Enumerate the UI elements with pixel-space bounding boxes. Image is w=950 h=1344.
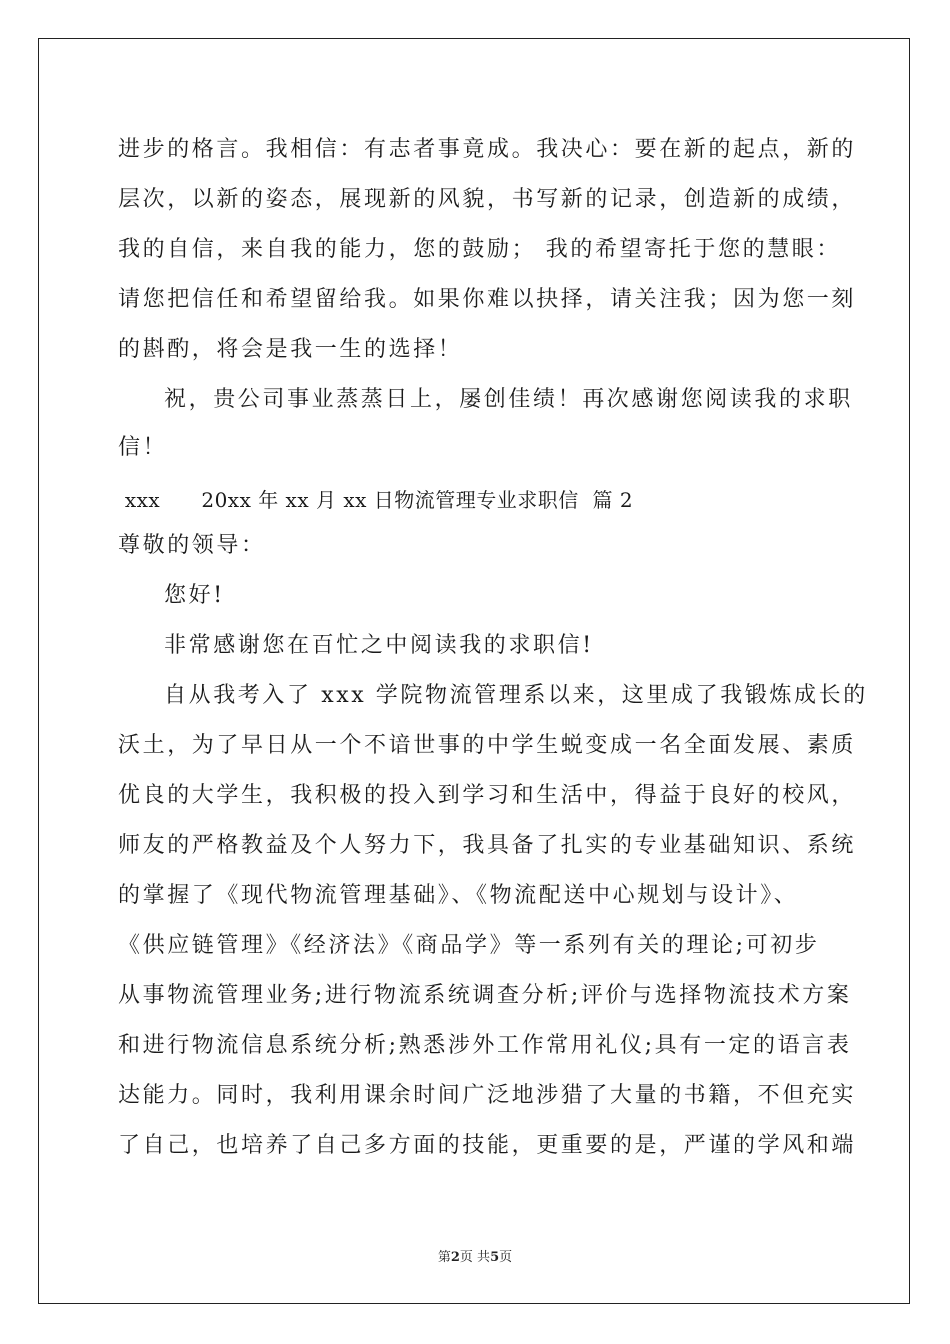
body-line: 《供应链管理》《经济法》《商品学》等一系列有关的理论;可初步 [118,933,820,958]
body-line: 的斟酌，将会是我一生的选择！ [118,337,463,362]
page-footer [0,1246,950,1265]
body-line: 的掌握了《现代物流管理基础》、《物流配送中心规划与设计》、 [118,883,799,908]
footer-suffix: 页 [499,1250,513,1265]
body-line: 层次，以新的姿态，展现新的风貌，书写新的记录，创造新的成绩， [118,187,857,212]
body-line: 从事物流管理业务;进行物流系统调查分析;评价与选择物流技术方案 [118,983,852,1008]
body-line: 沃土，为了早日从一个不谙世事的中学生蜕变成一名全面发展、素质 [118,733,857,758]
body-line: 自从我考入了 xxx 学院物流管理系以来，这里成了我锻炼成长的 [164,683,868,708]
body-line: 我的自信，来自我的能力，您的鼓励； 我的希望寄托于您的慧眼： [118,237,841,262]
total-page-number: 5 [490,1250,500,1265]
current-page-number: 2 [450,1250,460,1265]
body-line: 达能力。同时，我利用课余时间广泛地涉猎了大量的书籍，不但充实 [118,1083,857,1108]
salutation: 尊敬的领导： [118,533,266,558]
body-line: 祝，贵公司事业蒸蒸日上，屡创佳绩！再次感谢您阅读我的求职 [164,387,853,412]
body-line: 了自己，也培养了自己多方面的技能，更重要的是，严谨的学风和端 [118,1133,857,1158]
body-line: 师友的严格教益及个人努力下，我具备了扎实的专业基础知识、系统 [118,833,857,858]
body-line: 进步的格言。我相信：有志者事竟成。我决心：要在新的起点，新的 [118,137,857,162]
signature-date-heading: xxx 20xx 年 xx 月 xx 日物流管理专业求职信 篇 2 [118,488,634,512]
body-line: 请您把信任和希望留给我。如果你难以抉择，请关注我；因为您一刻 [118,287,857,312]
body-line: 优良的大学生，我积极的投入到学习和生活中，得益于良好的校风， [118,783,857,808]
body-line: 信！ [118,435,168,460]
footer-mid: 页 共 [459,1250,491,1265]
footer-prefix: 第 [437,1250,451,1265]
body-line: 和进行物流信息系统分析;熟悉涉外工作常用礼仪;具有一定的语言表 [118,1033,852,1058]
body-line: 非常感谢您在百忙之中阅读我的求职信! [164,633,594,658]
greeting: 您好! [164,583,225,608]
